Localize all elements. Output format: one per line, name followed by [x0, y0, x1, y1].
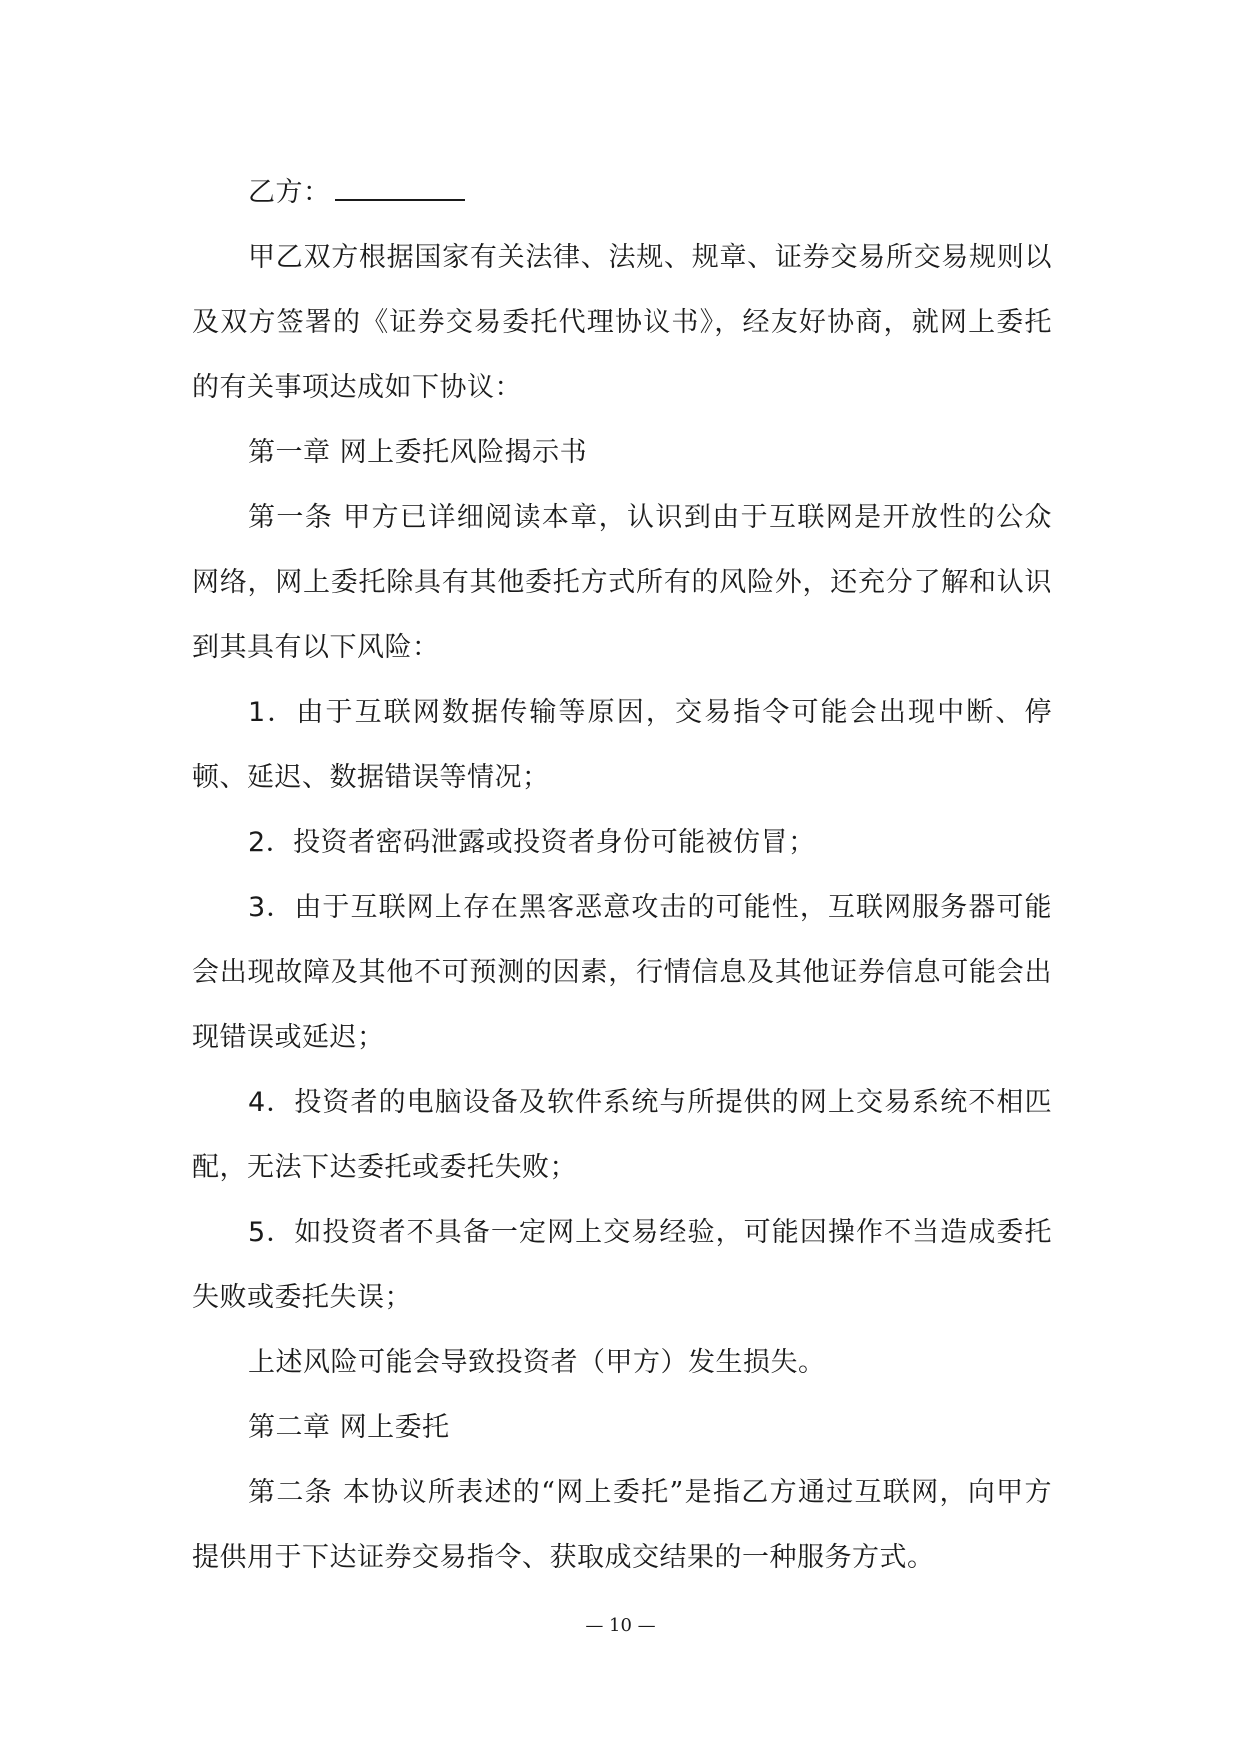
- party-b-label: 乙方：: [248, 177, 331, 208]
- paragraph-text: ．由于互联网上存在黑客恶意攻击的可能性，互联网服务器可能会出现故障及其他不可预测的因素，行情信息及其他证券信息可能会出现错误或延迟；: [192, 892, 1052, 1053]
- paragraph: [192, 225, 1052, 420]
- paragraph: [192, 485, 1052, 680]
- paragraph-text: ．投资者密码泄露或投资者身份可能被仿冒；: [265, 827, 816, 858]
- paragraph: [192, 1070, 1052, 1200]
- paragraph-text: ．如投资者不具备一定网上交易经验，可能因操作不当造成委托失败或委托失误；: [192, 1217, 1052, 1313]
- document-body: [192, 160, 1052, 1590]
- page-number: — 10 —: [585, 1615, 656, 1636]
- item-number: 5: [248, 1217, 266, 1248]
- item-number: 1: [248, 697, 266, 728]
- paragraph-text: ．由于互联网数据传输等原因，交易指令可能会出现中断、停顿、延迟、数据错误等情况；: [192, 697, 1052, 793]
- paragraph: [192, 1460, 1052, 1590]
- item-number: 3: [248, 892, 266, 923]
- paragraph: [192, 680, 1052, 810]
- item-number: 2: [248, 827, 266, 858]
- paragraph-text: 上述风险可能会导致投资者（甲方）发生损失。: [248, 1347, 826, 1378]
- paragraph-text: 甲乙双方根据国家有关法律、法规、规章、证券交易所交易规则以及双方签署的《证券交易委托代理协议书》，经友好协商，就网上委托的有关事项达成如下协议：: [192, 242, 1052, 403]
- paragraph: [192, 1200, 1052, 1330]
- paragraph: [192, 1395, 1052, 1460]
- paragraph: [192, 420, 1052, 485]
- paragraph: [192, 810, 1052, 875]
- paragraph-text: 第二章 网上委托: [248, 1412, 450, 1443]
- party-b-line: [192, 160, 1052, 225]
- paragraph: [192, 1330, 1052, 1395]
- paragraph: [192, 875, 1052, 1070]
- paragraph-text: 第二条 本协议所表述的“网上委托”是指乙方通过互联网，向甲方提供用于下达证券交易指令、获取成交结果的一种服务方式。: [192, 1477, 1052, 1573]
- paragraph-text: 第一条 甲方已详细阅读本章，认识到由于互联网是开放性的公众网络，网上委托除具有其他委托方式所有的风险外，还充分了解和认识到其具有以下风险：: [192, 502, 1052, 663]
- paragraph-list: [192, 225, 1052, 1590]
- paragraph-text: 第一章 网上委托风险揭示书: [248, 437, 588, 468]
- item-number: 4: [248, 1087, 266, 1118]
- party-b-blank: [335, 175, 465, 201]
- paragraph-text: ．投资者的电脑设备及软件系统与所提供的网上交易系统不相匹配，无法下达委托或委托失败；: [192, 1087, 1052, 1183]
